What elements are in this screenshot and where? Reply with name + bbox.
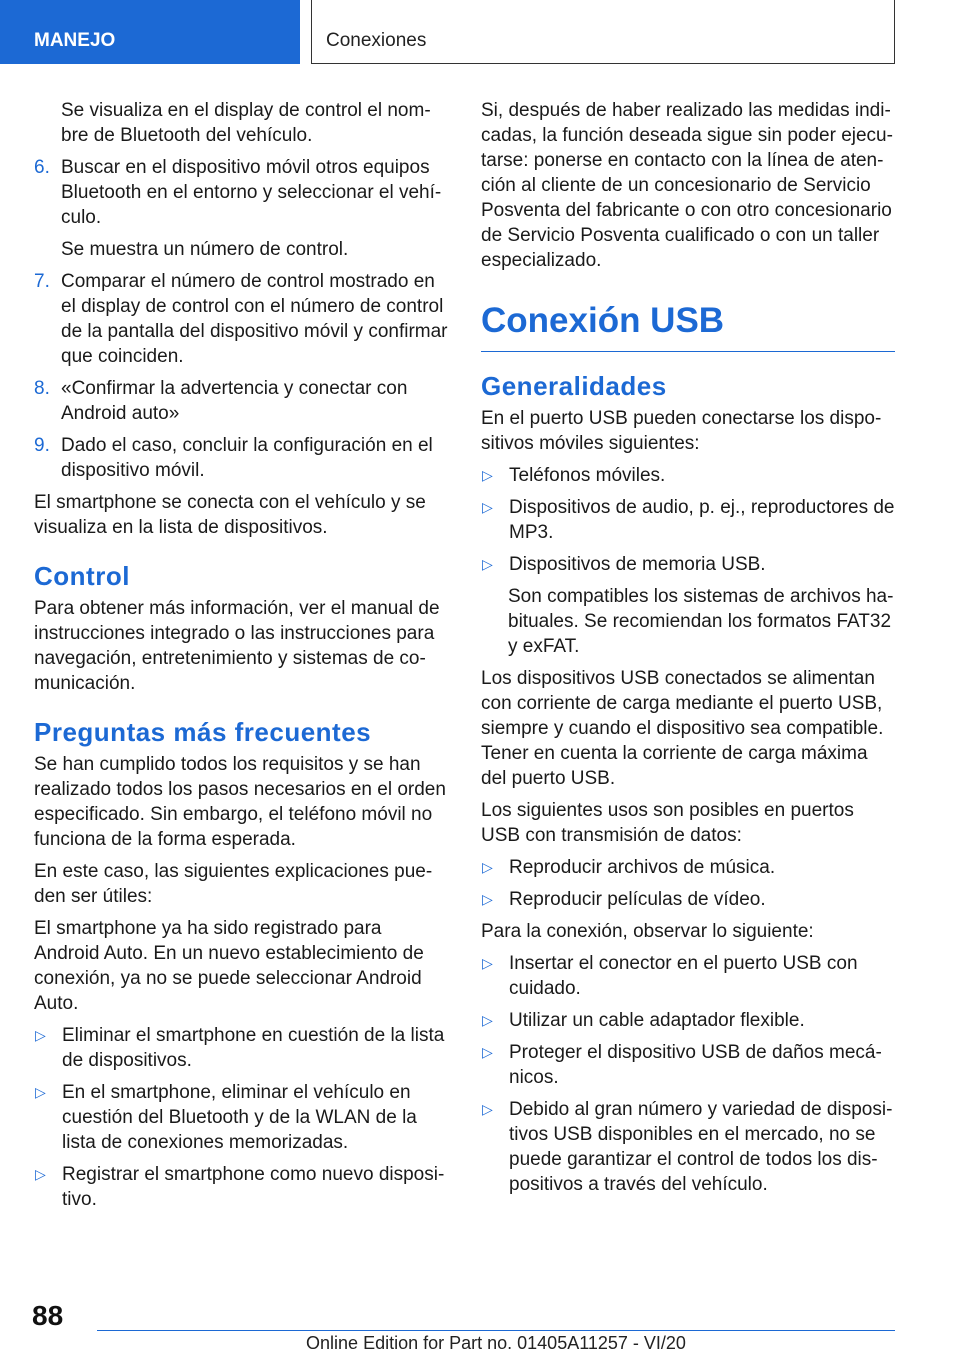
- paragraph: El smartphone se conecta con el vehículo y se visualiza en la lista de dispositivos.: [34, 492, 426, 538]
- triangle-bullet-icon: ▷: [482, 499, 493, 515]
- triangle-bullet-icon: ▷: [482, 859, 493, 875]
- list-item-text: Debido al gran número y variedad de dispositivos USB disponibles en el mercado, no se puede garantizar el control de todos los dispositivos a través del vehículo.: [509, 1099, 893, 1195]
- list-item: [481, 951, 895, 1001]
- step-continuation: Se visualiza en el display de control el nombre de Bluetooth del vehículo.: [61, 100, 431, 146]
- list-item-text: Teléfonos móviles.: [509, 465, 666, 486]
- list-item: [481, 887, 895, 912]
- section-tab: MANEJO: [0, 0, 300, 64]
- triangle-bullet-icon: ▷: [482, 1044, 493, 1060]
- step-number: 6.: [34, 157, 50, 178]
- step-text: Comparar el número de control mostrado en el display de control con el número de control de la pantalla del dispositivo móvil y confirmar que coinciden.: [61, 271, 448, 367]
- list-item: [481, 1040, 895, 1090]
- paragraph: En este caso, las siguientes explicaciones pueden ser útiles:: [34, 861, 433, 907]
- left-column: [34, 98, 448, 1219]
- step-number: 8.: [34, 378, 50, 399]
- list-item-text: Eliminar el smartphone en cuestión de la lista de dispositivos.: [62, 1025, 445, 1071]
- triangle-bullet-icon: ▷: [35, 1027, 46, 1043]
- list-item-text: En el smartphone, eliminar el vehículo en cuestión del Bluetooth y de la WLAN de la lista de conexiones memorizadas.: [62, 1082, 417, 1153]
- usb-heading: Conexión USB: [481, 299, 895, 352]
- paragraph: Para obtener más información, ver el manual de instrucciones integrado o las instrucciones para navegación, entretenimiento y sistemas de comunicación.: [34, 598, 440, 694]
- paragraph: El smartphone ya ha sido registrado para Android Auto. En un nuevo establecimiento de conexión, ya no se puede seleccionar Android Auto.: [34, 918, 424, 1014]
- step-subtext: Se muestra un número de control.: [61, 239, 349, 260]
- list-item: [481, 855, 895, 880]
- triangle-bullet-icon: ▷: [482, 955, 493, 971]
- step-number: 7.: [34, 271, 50, 292]
- list-item: [481, 495, 895, 545]
- edition-footer: Online Edition for Part no. 01405A11257 - VI/20: [306, 1333, 686, 1353]
- list-item-text: Reproducir películas de vídeo.: [509, 889, 766, 910]
- triangle-bullet-icon: ▷: [35, 1166, 46, 1182]
- paragraph: En el puerto USB pueden conectarse los dispositivos móviles siguientes:: [481, 408, 882, 454]
- page-number: 88: [32, 1300, 64, 1331]
- list-item-text: Registrar el smartphone como nuevo dispositivo.: [62, 1164, 445, 1210]
- step-item: [34, 155, 448, 230]
- list-item-text: Utilizar un cable adaptador flexible.: [509, 1010, 805, 1031]
- list-item-text: Reproducir archivos de música.: [509, 857, 776, 878]
- paragraph: Para la conexión, observar lo siguiente:: [481, 921, 814, 942]
- faq-heading: Preguntas más frecuentes: [34, 717, 372, 747]
- list-item-text: Dispositivos de memoria USB.: [509, 554, 766, 575]
- triangle-bullet-icon: ▷: [35, 1084, 46, 1100]
- list-item: [481, 1097, 895, 1197]
- list-item: [481, 463, 895, 488]
- list-item: [34, 1080, 448, 1155]
- list-item: [481, 552, 895, 577]
- list-item: [481, 1008, 895, 1033]
- step-item: [34, 376, 448, 426]
- step-text: Dado el caso, concluir la configuración en el dispositivo móvil.: [61, 435, 433, 481]
- chapter-title: Conexiones: [311, 0, 895, 64]
- list-item-subtext: Son compatibles los sistemas de archivos habituales. Se recomiendan los formatos FAT32 y exFAT.: [508, 586, 894, 657]
- list-item: [34, 1162, 448, 1212]
- triangle-bullet-icon: ▷: [482, 467, 493, 483]
- general-heading: Generalidades: [481, 371, 667, 401]
- step-number: 9.: [34, 435, 50, 456]
- step-item: [34, 433, 448, 483]
- list-item-text: Insertar el conector en el puerto USB con cuidado.: [509, 953, 858, 999]
- right-column: [481, 98, 895, 1204]
- step-item: [34, 269, 448, 369]
- step-text: «Confirmar la advertencia y conectar con Android auto»: [61, 378, 408, 424]
- footer-divider: [97, 1330, 895, 1331]
- triangle-bullet-icon: ▷: [482, 1012, 493, 1028]
- paragraph: Los dispositivos USB conectados se alimentan con corriente de carga mediante el puerto USB, siempre y cuando el dispositivo sea compatible. Tener en cuenta la corriente de carga máxima del puerto USB.: [481, 668, 884, 789]
- step-text: Buscar en el dispositivo móvil otros equipos Bluetooth en el entorno y seleccionar el vehículo.: [61, 157, 442, 228]
- triangle-bullet-icon: ▷: [482, 556, 493, 572]
- list-item-text: Proteger el dispositivo USB de daños mecánicos.: [509, 1042, 882, 1088]
- list-item-text: Dispositivos de audio, p. ej., reproductores de MP3.: [509, 497, 895, 543]
- paragraph: Los siguientes usos son posibles en puertos USB con transmisión de datos:: [481, 800, 854, 846]
- triangle-bullet-icon: ▷: [482, 891, 493, 907]
- paragraph: Se han cumplido todos los requisitos y se han realizado todos los pasos necesarios en el orden especificado. Sin embargo, el teléfono móvil no funciona de la forma esperada.: [34, 754, 446, 850]
- control-heading: Control: [34, 561, 130, 591]
- paragraph: Si, después de haber realizado las medidas indicadas, la función deseada sigue sin poder ejecutarse: ponerse en contacto con la línea de atención al cliente de un concesionario de Servicio Posventa del fabricante o con otro concesionario de Servicio Posventa cualificado o con un taller especializado.: [481, 100, 893, 271]
- list-item: [34, 1023, 448, 1073]
- triangle-bullet-icon: ▷: [482, 1101, 493, 1117]
